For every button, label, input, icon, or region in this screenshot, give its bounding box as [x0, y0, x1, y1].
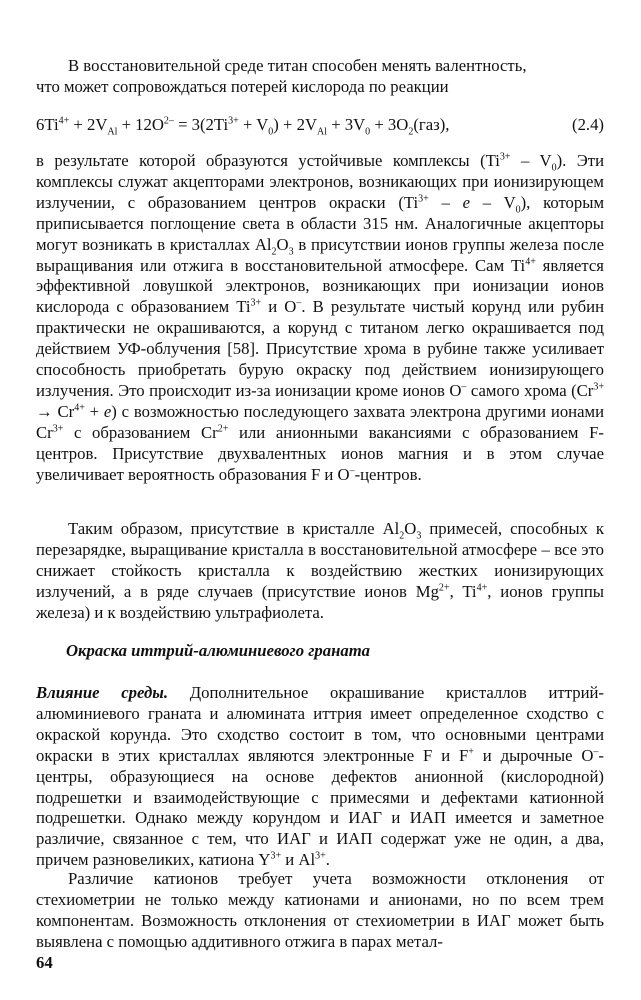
equation-number: (2.4): [572, 115, 604, 134]
paragraph-2: [36, 519, 604, 624]
run-in-heading: Влияние среды.: [36, 683, 169, 702]
intro-line-1: В восстановительной среде титан способен менять валентность,: [68, 56, 527, 75]
paragraph-1: [36, 151, 604, 486]
paragraph-4-text: Различие катионов требует учета возможности отклонения от стехиометрии не только между катионами и анионами, но по всем трем компонентам. Возможность отклонения от стехиометрии в ИАГ может быть выявлена с помощью аддитивного отжига в парах метал-: [36, 869, 604, 951]
intro-line-2: что может сопровождаться потерей кислорода по реакции: [36, 76, 449, 96]
paragraph-3: [36, 683, 604, 871]
intro-paragraph: [36, 56, 604, 98]
paragraph-1-text: в результате которой образуются устойчивые комплексы $(Ti^{3+} - V_0)$. Эти комплексы служат акцепторами электронов, возникающих при ионизирующем излучении, с образованием центров окраски ($Ti^{3+}$ – e – $V_0$), которым приписывается поглощение света в области 315 нм. Аналогичные акцепторы могут возникать в кристаллах $Al_2O_3$ в присутствии ионов группы железа после выращивания или отжига в восстановительной атмосфере. Сам $Ti^{4+}$ является эффективной ловушкой электронов, возникающих при ионизации ионов кислорода с образованием $Ti^{3+}$ и O–. В результате чистый корунд или рубин практически не окрашиваются, а корунд с титаном легко окрашивается под действием УФ-облучения [58]. Присутствие хрома в рубине также усиливает способность приобретать бурую окраску под действием ионизирующего излучения. Это происходит из-за ионизации кроме ионов O– самого хрома $(Cr^{3+} \to Cr^{4+} + e)$ с возможностью последующего захвата электрона другими ионами $Cr^{3+}$ с образованием $Cr^{2+}$ или анионными вакансиями с образованием F-центров. Присутствие двухвалентных ионов магния и в этом случае увеличивает вероятность образования F и O–-центров.: [36, 151, 605, 484]
paragraph-4: [36, 869, 604, 953]
paragraph-2-text: Таким образом, присутствие в кристалле $Al_2O_3$ примесей, способных к перезарядке, выращивание кристалла в восстановительной атмосфере – все это снижает стойкость кристалла к воздействию жестких ионизирующих излучений, а в ряде случаев (присутствие ионов $Mg^{2+}$, $Ti^{4+}$, ионов группы железа) и к воздействию ультрафиолета.: [36, 519, 605, 622]
section-heading: Окраска иттрий-алюминиевого граната: [66, 641, 371, 660]
paragraph-3-text: Влияние среды. Дополнительное окрашивание кристаллов иттрий-алюминиевого граната и алюмината иттрия имеет определенное сходство с окраской корунда. Это сходство состоит в том, что основными центрами окраски в этих кристаллах являются электронные F и F+ и дырочные O–-центры, образующиеся на основе дефектов анионной (кислородной) подрешетки и взаимодействующие с примесями и дефектами катионной подрешетки. Однако между корундом и ИАГ и ИАП имеется и заметное различие, связанное с тем, что ИАГ и ИАП содержат уже не один, а два, причем разновеликих, катиона $Y^{3+}$ и $Al^{3+}$.: [36, 683, 604, 870]
page-number: 64: [36, 953, 53, 972]
equation-2-4: $6Ti^{4+} + 2V_{Al} + 12O^{2-} = 3(2Ti^{3+} + V_0) + 2V_{Al} + 3V_0 + 3O_2(газ)$, (2.4): [36, 115, 604, 138]
